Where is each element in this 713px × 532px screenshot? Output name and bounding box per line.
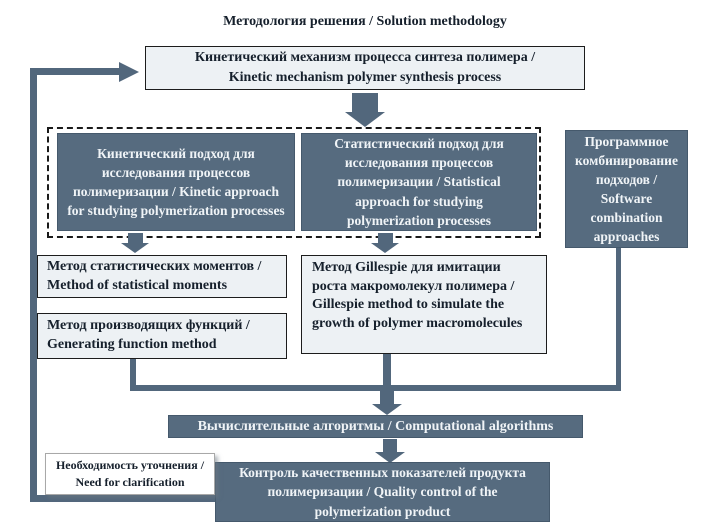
feedback-arrow-head <box>119 62 139 82</box>
generating-functions-box <box>37 313 287 359</box>
arrow-shaft <box>380 390 394 404</box>
arrow-shaft <box>383 439 397 452</box>
down-arrow <box>371 233 399 253</box>
arrow-head <box>372 404 402 415</box>
quality-control-label: Контроль качественных показателей продукта полимеризации / Quality control of the polymerization product <box>239 465 526 519</box>
statistical-moments-box <box>37 255 287 298</box>
mechanism-line-en: Kinetic mechanism polymer synthesis process <box>228 70 502 85</box>
arrow-head <box>371 243 399 253</box>
connector-line-gillespie <box>383 354 391 388</box>
feedback-line-top <box>30 68 119 75</box>
statistical-moments-label: Метод статистических моментов / Method of statistical moments <box>47 258 262 293</box>
gillespie-method-label: Метод Gillespie для имитации роста макромолекул полимера / Gillespie method to simulate the growth of polymer macromolecules <box>312 260 523 331</box>
kinetic-approach-box <box>57 133 295 231</box>
arrow-shaft <box>128 233 143 243</box>
arrow-shaft <box>352 93 378 112</box>
connector-line-software <box>616 248 621 388</box>
down-arrow <box>375 439 405 463</box>
feedback-line-vertical <box>30 68 37 502</box>
gillespie-method-box <box>301 255 547 354</box>
down-arrow <box>121 233 149 253</box>
computational-algorithms-bar <box>168 415 583 438</box>
clarification-label: Необходимость уточнения / Need for clarification <box>55 458 205 489</box>
arrow-head <box>121 243 149 253</box>
software-combination-label: Программное комбинирование подходов / Software combination approaches <box>575 133 678 245</box>
feedback-line-bottom <box>30 495 215 502</box>
quality-control-box <box>215 462 550 522</box>
down-arrow <box>345 93 385 127</box>
diagram-title: Методология решения / Solution methodology <box>223 14 507 29</box>
computational-algorithms-label: Вычислительные алгоритмы / Computational algorithms <box>197 418 554 434</box>
arrow-head <box>345 112 385 127</box>
generating-functions-label: Метод производящих функций / Generating function method <box>47 318 250 352</box>
arrow-shaft <box>378 233 393 243</box>
down-arrow <box>372 390 402 415</box>
clarification-note <box>45 453 215 495</box>
statistical-approach-box <box>301 133 537 231</box>
kinetic-approach-label: Кинетический подход для исследования процессов полимеризации / Kinetic approach for studying polymerization processes <box>67 145 285 219</box>
statistical-approach-label: Статистический подход для исследования процессов полимеризации / Statistical approach for studying polymerization processes <box>334 136 504 228</box>
software-combination-box <box>565 130 688 248</box>
mechanism-box <box>145 46 585 90</box>
mechanism-line-ru: Кинетический механизм процесса синтеза полимера / <box>194 50 536 66</box>
